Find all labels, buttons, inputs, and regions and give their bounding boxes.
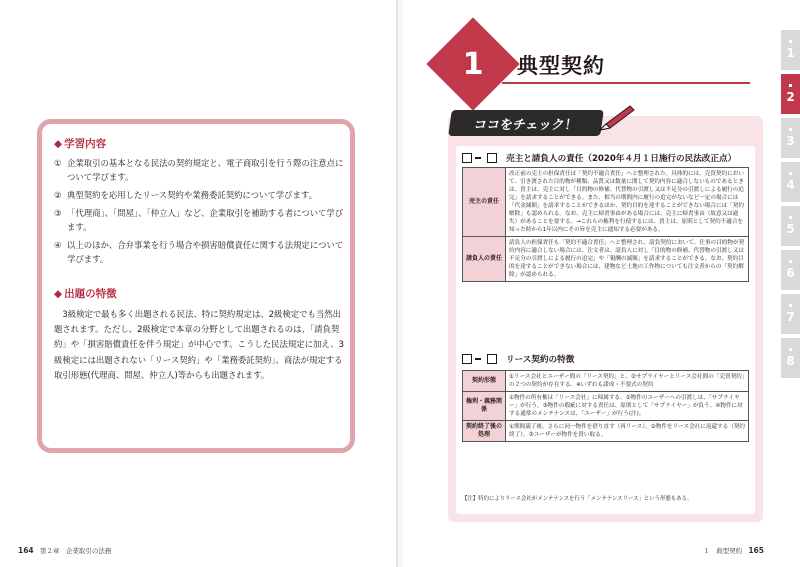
check-panel: [448, 116, 763, 522]
list-item: ① 企業取引の基本となる民法の契約規定と、電子商取引を行う際の注意点について学びます。: [54, 158, 344, 182]
tab-chapter-2[interactable]: 2: [781, 74, 800, 114]
diamond-bullet-icon: ◆: [54, 138, 63, 150]
left-footer: [18, 546, 111, 555]
tab-chapter-5[interactable]: 5: [781, 206, 800, 246]
row-body: 改正前の売主の担保責任は「契約不適合責任」へと整理された。具体的には、売買契約において、引き渡された目的物が種類、品質又は数量に関して契約内容に適合しないものであるときは、買主は、売主に対し「目的物の修補、代替物の引渡し又は不足分の引渡しによる履行の追完」を請求することができる。また、相当の期間内に履行の追完がないなど一定の場合には「代金減額」を請求することができるほか、契約目的を達することができない場合には「契約解除」も認められる。なお、売主に帰責事由がある場合には、売主に帰責事由（故意又は過失）があることを要する。→これらの権利を行使するには、買主は、原則として契約不適合を知った時から1年以内にその旨を売主に通知する必要がある。: [506, 168, 749, 237]
tab-chapter-4[interactable]: 4: [781, 162, 800, 202]
sub-heading-seller: 売主と請負人の責任（2020年４月１日施行の民法改正点）: [462, 152, 736, 164]
checkbox-icon: [487, 354, 497, 364]
row-body: 請負人の担保責任も「契約不適合責任」へと整理され、請負契約において、仕事の目的物が契約内容に適合しない場合には、注文者は、請負人に対し「目的物の修補、代替物の引渡し又は不足分の引渡しによる履行の追完」や「報酬の減額」を請求することができる。なお、契約目的を達することができない場合には、建物など土地の工作物についても注文者からの「契約解除」が認められる。: [506, 237, 749, 282]
table-row: [463, 168, 749, 237]
tab-chapter-3[interactable]: 3: [781, 118, 800, 158]
right-page: [402, 0, 800, 567]
table-row: [463, 421, 749, 442]
lease-table: [462, 370, 749, 442]
table-row: [463, 392, 749, 421]
check-badge: ココをチェック！: [448, 110, 604, 136]
feature-text: 3級検定で最も多く出題される民法、特に契約規定は、2級検定でも当然出題されます。ただし、2級検定で本章の分野として出題されるのは、「請負契約」や「損害賠償責任を伴う規定」が中心です。こうした民法規定に加え、3級検定には出題されない「リース契約」や「業務委託契約」、商法が規定する取引形態(代理商、問屋、仲立人)等からも出題されます。: [54, 309, 344, 380]
page-number: 164: [18, 546, 34, 555]
page-number: 165: [748, 546, 764, 555]
footer-section: １ 典型契約: [703, 547, 743, 555]
row-header: 契約終了後の処理: [463, 421, 506, 442]
study-box: [37, 119, 355, 453]
row-body: ①物件の所有権は「リース会社」に帰属する。②物件のユーザーへの引渡しは、「サプライヤー」が行う。③物件の瑕疵に対する責任は、原則として「サプライヤー」が負う。④物件に対する通常のメンテナンスは、「ユーザー」が行う(注)。: [506, 392, 749, 421]
tab-chapter-6[interactable]: 6: [781, 250, 800, 290]
learning-list: [54, 156, 346, 270]
tab-chapter-7[interactable]: 7: [781, 294, 800, 334]
row-header: 請負人の責任: [463, 237, 506, 282]
right-footer: [703, 546, 764, 555]
chapter-number: 1: [462, 46, 484, 82]
checkbox-icon: [462, 153, 472, 163]
header-rule: [502, 82, 750, 84]
tab-chapter-1[interactable]: 1: [781, 30, 800, 70]
sub-heading-lease: リース契約の特徴: [462, 353, 574, 365]
pencil-icon: [596, 104, 636, 134]
checkbox-icon: [462, 354, 472, 364]
tab-chapter-8[interactable]: 8: [781, 338, 800, 378]
footnote: 【注】特約によりリース会社がメンテナンスを行う「メンテナンスリース」という形態もある。: [462, 496, 693, 502]
row-header: 権利・義務関係: [463, 392, 506, 421]
learning-heading: ◆ 学習内容: [54, 138, 107, 150]
list-item: ④ 以上のほか、合弁事業を行う場合や損害賠償責任に関する法規定について学びます。: [54, 240, 344, 264]
footer-chapter: 第２章 企業取引の法務: [39, 547, 112, 555]
list-item: ③ 「代理商」、「問屋」、「仲立人」など、企業取引を補助する者について学びます。: [54, 208, 344, 232]
check-content: [456, 146, 755, 514]
responsibility-table: [462, 167, 749, 282]
left-page: [0, 0, 398, 567]
list-item: ② 典型契約を応用したリース契約や業務委託契約について学びます。: [54, 190, 317, 200]
row-body: ①リース会社とユーザー間の「リース契約」と、②サプライヤーとリース会社間の「売買契約」の２つの契約が存在する。※いずれも諾成・不要式の契約: [506, 371, 749, 392]
row-header: 売主の責任: [463, 168, 506, 237]
chapter-title: 典型契約: [517, 54, 605, 78]
checkbox-icon: [487, 153, 497, 163]
row-body: ①期間満了後、さらに同一物件を借り直す（再リース）。②物件をリース会社に返還する（契約終了）。③ユーザーが物件を買い取る。: [506, 421, 749, 442]
diamond-bullet-icon: ◆: [54, 288, 63, 300]
table-row: [463, 237, 749, 282]
row-header: 契約形態: [463, 371, 506, 392]
feature-heading: ◆ 出題の特徴: [54, 288, 117, 300]
table-row: [463, 371, 749, 392]
